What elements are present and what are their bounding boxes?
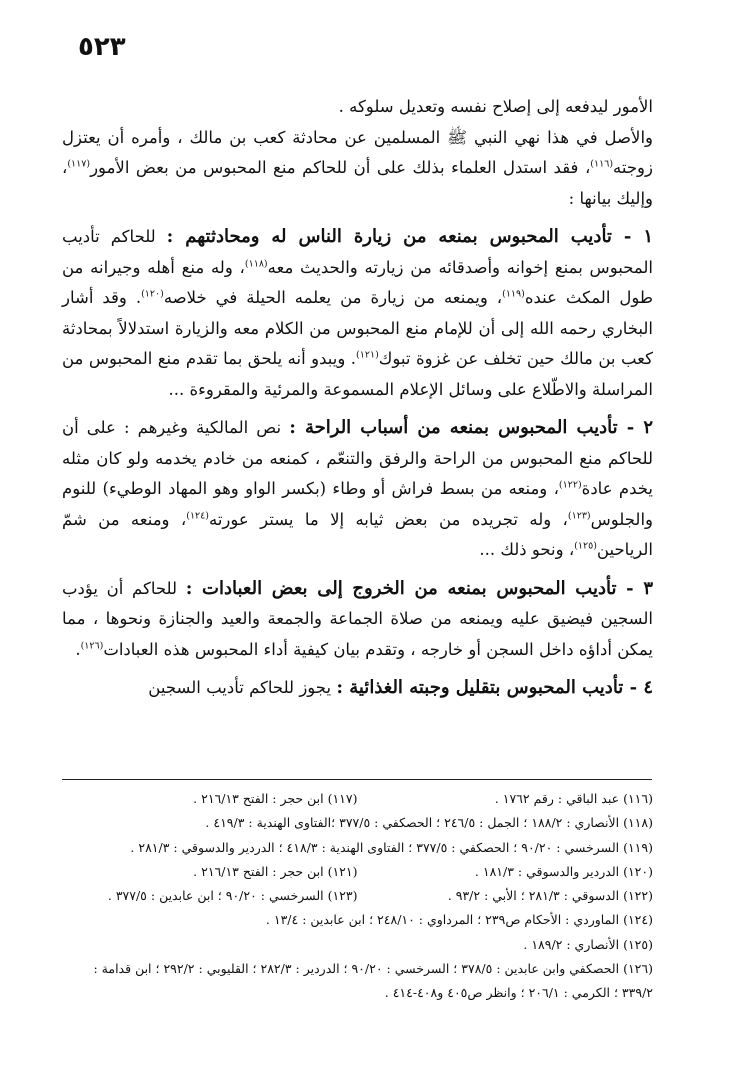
section-3 [62, 574, 653, 666]
section-heading: ٤ - تأديب المحبوس بتقليل وجبته الغذائية : [336, 677, 653, 698]
main-text [62, 92, 653, 704]
footnote-ref-124[interactable]: (١٢٤) [186, 510, 209, 521]
footnote-118: (١١٨) الأنصاري : ١٨٨/٢ ؛ الجمل : ٢٤٦/٥ ؛ الحصكفي : ٣٧٧/٥ ؛الفتاوى الهندية : ٤١٩/٣ . [205, 815, 653, 831]
footnote-117: (١١٧) ابن حجر : الفتح ٢١٦/١٣ . [193, 791, 358, 806]
page-number: ٥٢٣ [78, 32, 126, 62]
section-1 [62, 222, 653, 405]
footnote-121: (١٢١) ابن حجر : الفتح ٢١٦/١٣ . [193, 863, 358, 879]
section-heading: ٢ - تأديب المحبوس بمنعه من أسباب الراحة : [289, 417, 654, 438]
paragraph-text: ، فقد استدل العلماء بذلك على أن للحاكم منع المحبوس من بعض الأمور [90, 158, 591, 177]
intro-line [62, 92, 653, 123]
footnote-ref-125[interactable]: (١٢٥) [574, 540, 597, 552]
section-text: ، ومنعه من بسط فراش أو وطاء (بكسر الواو وهو المهاد الوطيء) للنوم والجلوس [62, 479, 653, 529]
footnote-row [62, 811, 653, 835]
section-text: ، وله تجريده من بعض ثيابه إلا ما يستر عورته [208, 509, 568, 529]
footnotes [62, 787, 653, 1006]
footnote-119: (١١٩) السرخسي : ٩٠/٢٠ ؛ الحصكفي : ٣٧٧/٥ ؛ الفتاوى الهندية : ٤١٨/٣ ؛ الدردير والدسوقي : ٢٨١/٣ . [130, 839, 653, 855]
footnote-ref-116[interactable]: (١١٦) [590, 158, 614, 170]
section-text: يجوز للحاكم تأديب السجين [148, 678, 332, 697]
footnote-ref-122[interactable]: (١٢٢) [558, 479, 582, 491]
footnote-ref-126[interactable]: (١٢٦) [80, 640, 104, 651]
intro-paragraph [62, 123, 653, 215]
footnote-126-continued: ٣٣٩/٢ ؛ الكرمي : ٢٠٦/١ ؛ وانظر ص٤٠٥ و٤٠٨-٤١٤ . [384, 985, 653, 1001]
footnote-122: (١٢٢) الدسوقي : ٢٨١/٣ ؛ الأبي : ٩٣/٢ . [447, 888, 653, 904]
footnote-row [62, 981, 653, 1005]
footnote-row [62, 933, 653, 957]
footnote-row [62, 787, 653, 811]
footnote-row [62, 860, 653, 884]
section-text: ، ويمنعه من زيارة من يعلمه الحيلة في خلاصه [163, 288, 503, 307]
footnote-row [62, 884, 653, 908]
paragraph-text: ، وإليك بيانها : [62, 158, 653, 208]
footnote-ref-123[interactable]: (١٢٣) [567, 510, 591, 521]
footnote-120: (١٢٠) الدردير والدسوقي : ١٨١/٣ . [474, 863, 653, 879]
footnote-125: (١٢٥) الأنصاري : ١٨٩/٢ . [523, 936, 653, 952]
footnote-ref-117[interactable]: (١١٧) [67, 158, 91, 170]
footnote-126: (١٢٦) الحصكفي وابن عابدين : ٣٧٨/٥ ؛ السرخسي : ٩٠/٢٠ ؛ الدردير : ٢٨٢/٣ ؛ القليوبي : ٢٩٢/٢ ؛ ابن قدامة : [93, 961, 653, 977]
footnote-row [62, 908, 653, 932]
footnote-row [62, 957, 653, 981]
footnote-divider [62, 779, 652, 780]
section-text: للحاكم أن يؤدب السجين فيضيق عليه ويمنعه من صلاة الجماعة والجمعة والعيد والجنازة ونحوها ، مما يمكن أداؤه داخل السجن أو خارجه ، وتقدم بيان كيفية أداء المحبوس هذه العبادات [62, 578, 653, 659]
section-text: للحاكم تأديب المحبوس بمنع إخوانه وأصدقائه من زيارته والحديث معه [62, 227, 653, 277]
section-text: ، ونحو ذلك ... [479, 540, 575, 559]
section-text: . [75, 639, 81, 659]
footnote-row [62, 836, 653, 860]
section-text: ، ومنعه من شمّ الرياحين [62, 509, 653, 559]
section-4 [62, 673, 653, 704]
footnote-ref-121[interactable]: (١٢١) [356, 349, 379, 361]
footnote-ref-120[interactable]: (١٢٠) [141, 288, 164, 300]
section-text: . ويبدو أنه يلحق بما تقدم منع المحبوس من المراسلة والاطّلاع على وسائل الإعلام المسموعة والمرئية والمقروءة ... [62, 349, 653, 399]
section-heading: ٣ - تأديب المحبوس بمنعه من الخروج إلى بعض العبادات : [185, 577, 653, 599]
section-text: . وقد أشار البخاري رحمه الله إلى أن للإمام منع المحبوس من الكلام معه والزيارة استدلالاً بمحادثة كعب بن مالك حين تخلف عن غزوة تبوك [62, 288, 653, 368]
paragraph-text: والأصل في هذا نهي النبي ﷺ المسلمين عن محادثة كعب بن مالك ، وأمره أن يعتزل زوجته [62, 127, 653, 177]
footnote-ref-118[interactable]: (١١٨) [244, 258, 268, 269]
footnote-116: (١١٦) عبد الباقي : رقم ١٧٦٢ . [494, 791, 653, 806]
footnote-124: (١٢٤) الماوردي : الأحكام ص٢٣٩ ؛ المرداوي : ٢٤٨/١٠ ؛ ابن عابدين : ١٣/٤ . [265, 912, 653, 928]
section-text: نص المالكية وغيرهم : على أن للحاكم منع المحبوس من الراحة والرفق والتنعّم ، كمنعه من خادم يخدمه ولو كان مثله يخدم عادة [62, 418, 653, 498]
footnote-ref-119[interactable]: (١١٩) [502, 288, 525, 300]
footnote-123: (١٢٣) السرخسي : ٩٠/٢٠ ؛ ابن عابدين : ٣٧٧/٥ . [107, 888, 358, 904]
intro-text: الأمور ليدفعه إلى إصلاح نفسه وتعديل سلوكه . [338, 97, 653, 116]
section-text: ، وله منع أهله وجيرانه من طول المكث عنده [62, 257, 653, 307]
section-2 [62, 413, 653, 566]
section-heading: ١ - تأديب المحبوس بمنعه من زيارة الناس له ومحادثتهم : [166, 226, 654, 247]
